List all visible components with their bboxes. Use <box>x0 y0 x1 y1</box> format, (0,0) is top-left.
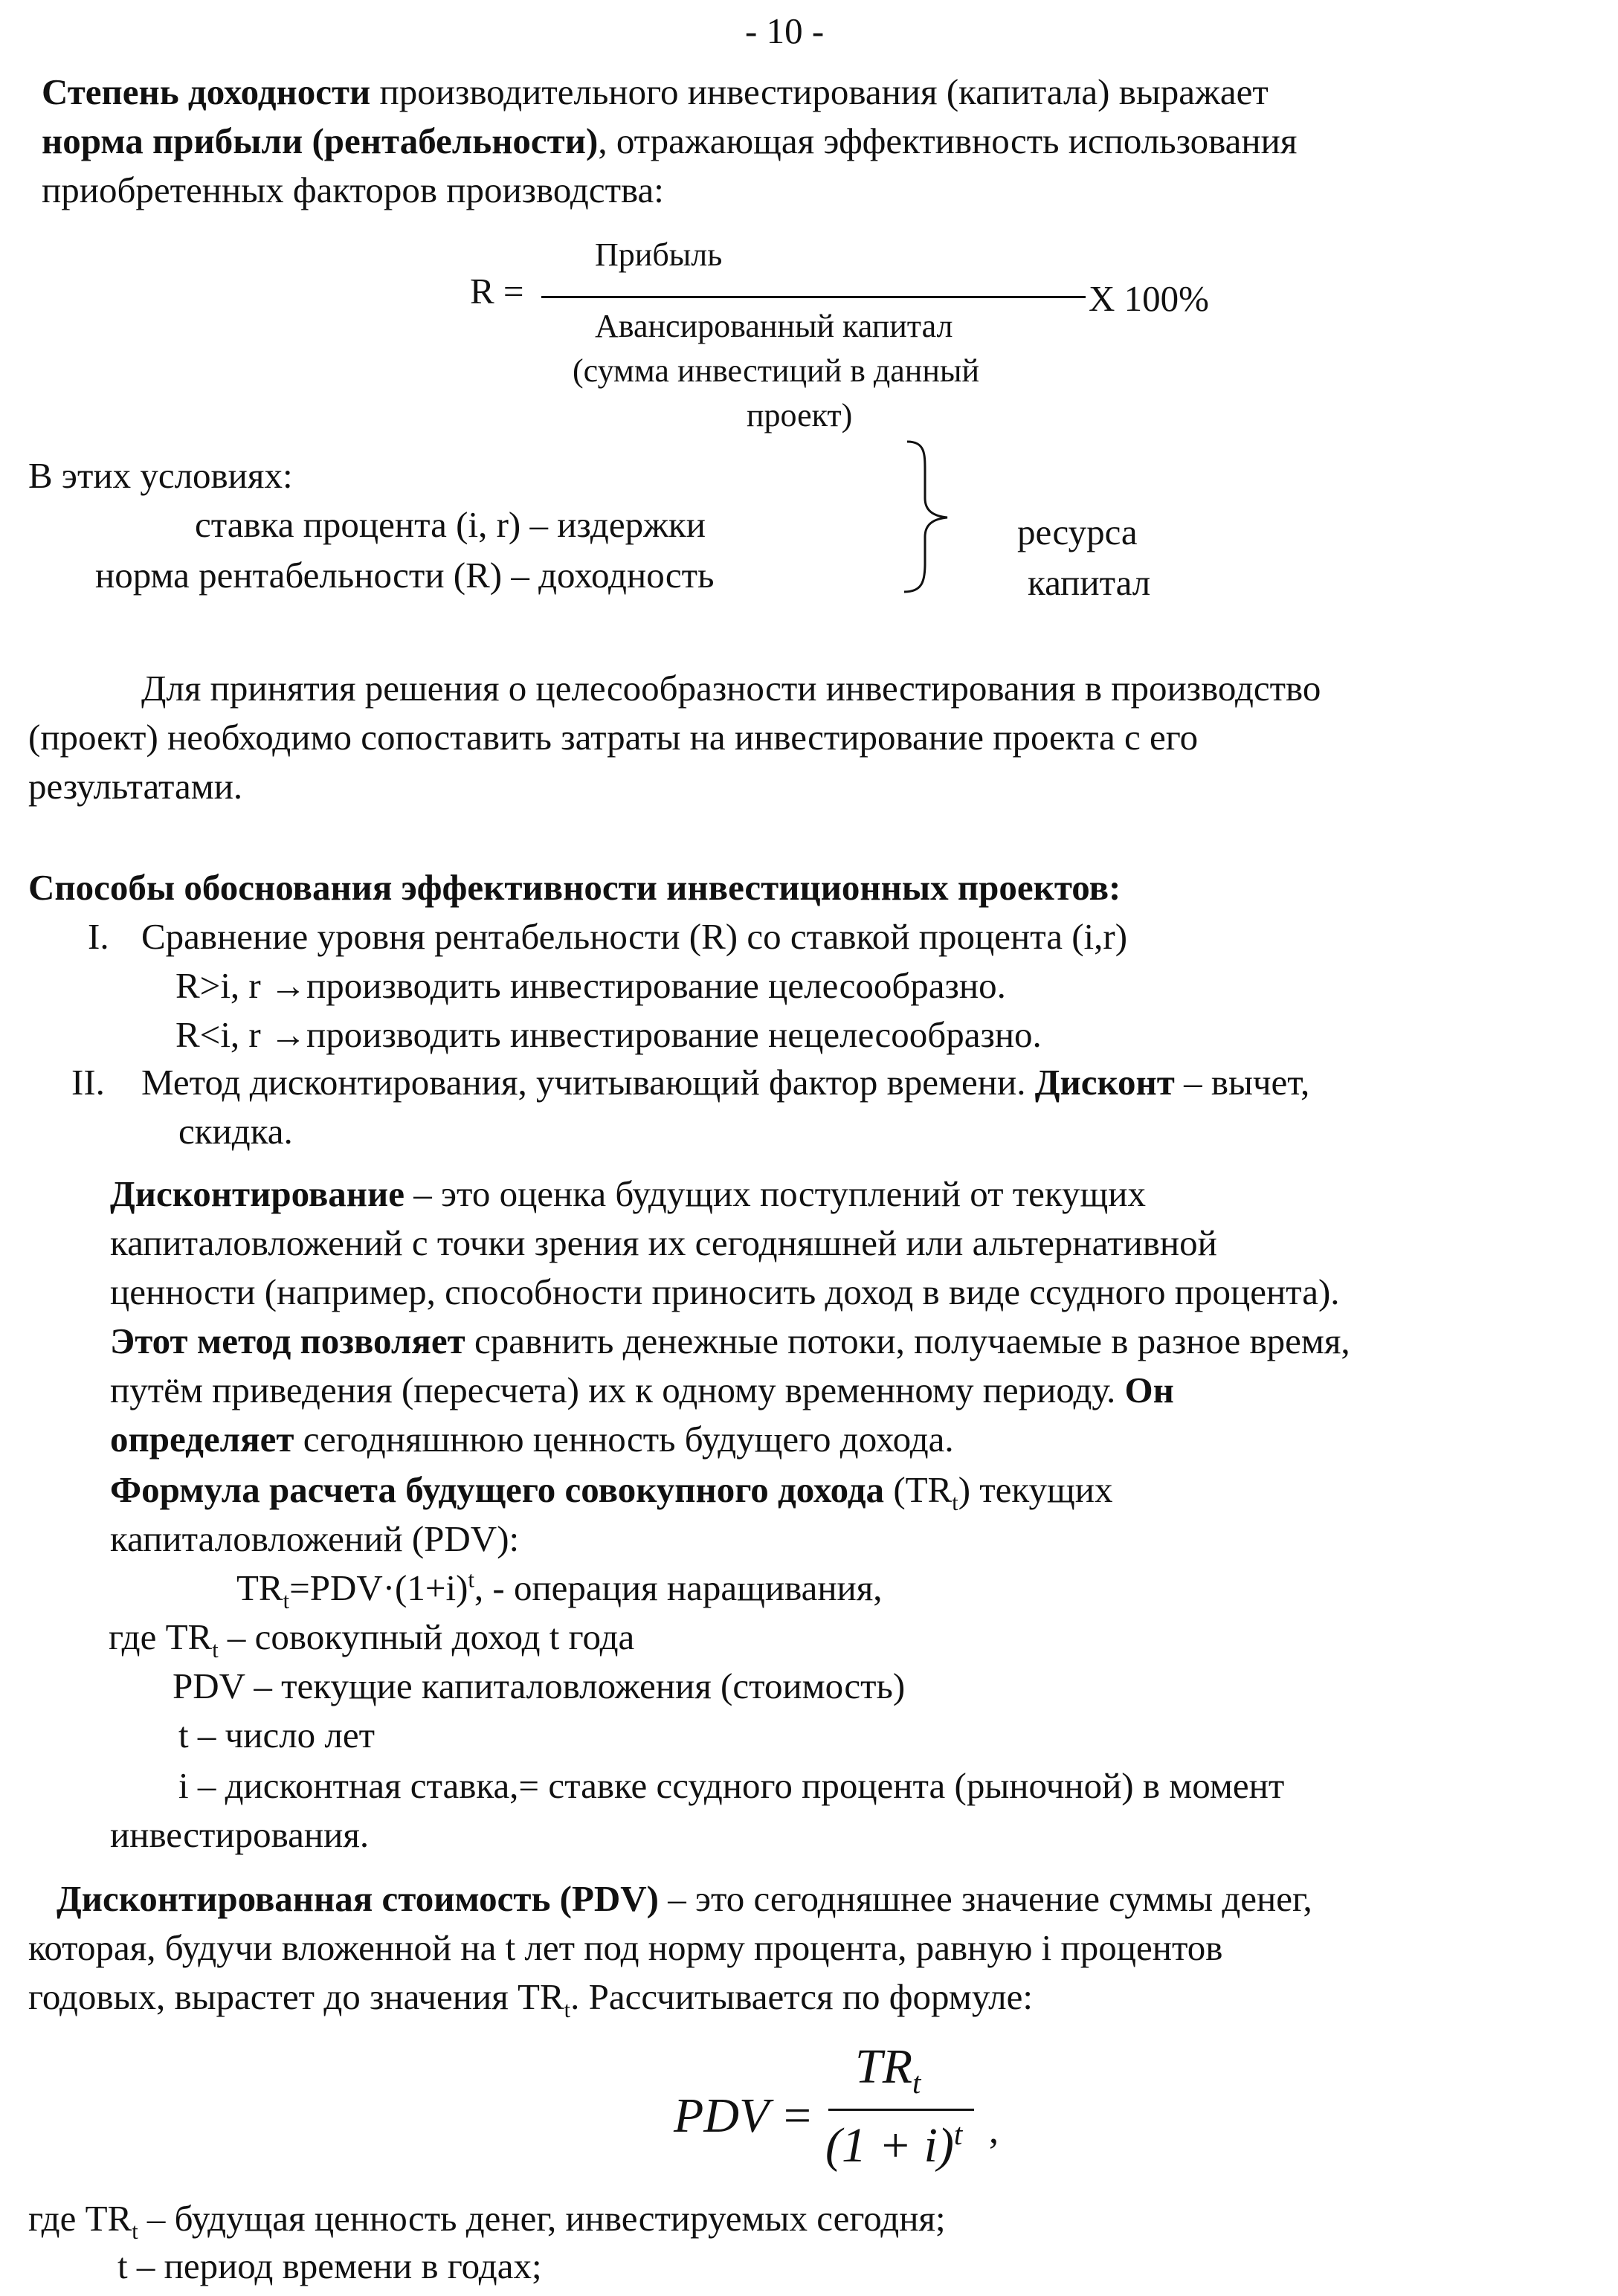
where-tr <box>109 1616 635 1663</box>
where-t: t – число лет <box>178 1715 376 1755</box>
pdv-line-1 <box>57 1878 1312 1920</box>
where-tr-label: где TR <box>109 1616 213 1657</box>
eq-tr: TR <box>236 1567 283 1608</box>
future-income-formula-text-end: ) текущих <box>958 1469 1113 1510</box>
conditions-row-2: норма рентабельности (R) – доходность <box>95 555 715 596</box>
conditions-title: В этих условиях: <box>28 455 293 496</box>
decision-line-3: результатами. <box>28 766 243 807</box>
eq-description: , - операция наращивания, <box>474 1567 883 1608</box>
formula-pdv-denominator-exponent: t <box>953 2118 963 2151</box>
pdv-where-tr-text: – будущая ценность денег, инвестируемых сегодня; <box>138 2198 946 2239</box>
where-i: i – дисконтная ставка,= ставке ссудного процента (рыночной) в момент <box>178 1765 1285 1806</box>
where-tr-subscript: t <box>212 1636 219 1663</box>
future-income-formula-line-1 <box>110 1469 1113 1515</box>
term-pdv: Дисконтированная стоимость (PDV) <box>57 1878 659 1919</box>
where-i-end: инвестирования. <box>110 1814 370 1855</box>
conditions-right-1: ресурса <box>1017 512 1138 552</box>
discount-line-1 <box>110 1173 1146 1215</box>
discount-line-5-text: путём приведения (пересчета) их к одному временному периоду. <box>110 1370 1125 1410</box>
formula-pdv-lhs: PDV = <box>674 2089 814 2143</box>
method-2-number: II. <box>71 1062 105 1103</box>
term-determines: определяет <box>110 1419 294 1460</box>
formula-r-fraction-line <box>541 296 1086 298</box>
discount-line-4-text: сравнить денежные потоки, получаемые в разное время, <box>465 1320 1350 1361</box>
subscript-t: t <box>952 1489 958 1515</box>
method-1-text: Сравнение уровня рентабельности (R) со ставкой процента (i,r) <box>141 916 1128 957</box>
curly-brace-icon <box>900 439 959 595</box>
term-it: Он <box>1124 1370 1174 1410</box>
method-1-case-a: R>i, r →производить инвестирование целесообразно. <box>175 965 1006 1006</box>
intro-line-1-text: производительного инвестирования (капитала) выражает <box>370 71 1269 112</box>
method-2-text: Метод дисконтирования, учитывающий фактор времени. <box>141 1062 1035 1103</box>
pdv-where-tr <box>28 2198 946 2244</box>
future-income-formula-line-2: капиталовложений (PDV): <box>110 1518 520 1559</box>
term-profitability-degree: Степень доходности <box>42 71 371 112</box>
discount-line-4 <box>110 1320 1350 1362</box>
term-future-income-formula: Формула расчета будущего совокупного дохода <box>110 1469 885 1510</box>
decision-line-1: Для принятия решения о целесообразности инвестирования в производство <box>141 668 1321 709</box>
intro-line-1 <box>42 71 1269 113</box>
eq-exponent: t <box>468 1567 474 1593</box>
conditions-row-1: ставка процента (i, r) – издержки <box>195 504 706 545</box>
page-number: - 10 - <box>745 10 825 51</box>
decision-line-2: (проект) необходимо сопоставить затраты на инвестирование проекта с его <box>28 717 1199 758</box>
discount-line-1-text: – это оценка будущих поступлений от текущих <box>404 1173 1146 1214</box>
eq-rhs: =PDV·(1+i) <box>289 1567 468 1608</box>
formula-pdv-fraction-line <box>828 2109 974 2111</box>
method-1-case-b: R<i, r →производить инвестирование нецелесообразно. <box>175 1014 1042 1055</box>
method-2-text-end: – вычет, <box>1174 1062 1310 1103</box>
discount-line-3: ценности (например, способности приносить доход в виде ссудного процента). <box>110 1271 1340 1312</box>
pdv-where-t: t – период времени в годах; <box>117 2245 542 2286</box>
intro-line-2 <box>42 120 1297 162</box>
where-tr-text: – совокупный доход t года <box>218 1616 635 1657</box>
formula-pdv-numerator <box>855 2039 921 2100</box>
formula-pdv-numerator-tr: TR <box>855 2039 913 2094</box>
formula-r-denominator-2: (сумма инвестиций в данный <box>573 352 980 389</box>
discount-line-6-text: сегодняшнюю ценность будущего дохода. <box>294 1419 954 1460</box>
accumulation-equation <box>236 1567 883 1613</box>
term-discounting: Дисконтирование <box>110 1173 405 1214</box>
term-this-method: Этот метод позволяет <box>110 1320 465 1361</box>
pdv-where-tr-label: где TR <box>28 2198 132 2239</box>
formula-r-denominator-1: Авансированный капитал <box>595 308 953 344</box>
method-1-number: I. <box>88 916 109 957</box>
conditions-right-2: капитал <box>1028 562 1151 603</box>
where-pdv: PDV – текущие капиталовложения (стоимость) <box>173 1665 906 1706</box>
method-2-line-2: скидка. <box>178 1111 293 1152</box>
pdv-where-tr-subscript: t <box>132 2218 138 2244</box>
formula-r-multiplier: X 100% <box>1089 278 1209 319</box>
pdv-line-1-text: – это сегодняшнее значение суммы денег, <box>658 1878 1312 1919</box>
pdv-line-3-text-end: . Рассчитывается по формуле: <box>570 1976 1033 2017</box>
discount-line-2: капиталовложений с точки зрения их сегодняшней или альтернативной <box>110 1222 1217 1263</box>
pdv-line-3-text: годовых, вырастет до значения TR <box>28 1976 564 2017</box>
intro-line-2-text: , отражающая эффективность использования <box>598 120 1298 161</box>
pdv-line-3 <box>28 1976 1033 2022</box>
pdv-line-2: которая, будучи вложенной на t лет под норму процента, равную i процентов <box>28 1927 1223 1968</box>
formula-r-denominator-3: проект) <box>747 397 853 433</box>
discount-line-6 <box>110 1419 954 1460</box>
method-2-line-1 <box>141 1062 1309 1103</box>
eq-tr-subscript: t <box>283 1587 290 1613</box>
pdv-line-3-subscript: t <box>564 1996 571 2022</box>
formula-pdv-numerator-subscript: t <box>912 2066 921 2100</box>
future-income-formula-text: (TR <box>884 1469 953 1510</box>
formula-pdv-comma: , <box>989 2109 999 2152</box>
discount-line-5 <box>110 1370 1174 1411</box>
formula-pdv-denominator-base: (1 + i) <box>825 2118 954 2173</box>
formula-r-numerator: Прибыль <box>595 236 723 273</box>
formula-pdv-denominator <box>825 2118 962 2174</box>
formula-r-lhs: R = <box>470 271 524 312</box>
term-discount: Дисконт <box>1034 1062 1175 1103</box>
intro-line-3: приобретенных факторов производства: <box>42 170 664 210</box>
methods-heading: Способы обоснования эффективности инвестиционных проектов: <box>28 867 1121 908</box>
term-profit-rate: норма прибыли (рентабельности) <box>42 120 599 161</box>
